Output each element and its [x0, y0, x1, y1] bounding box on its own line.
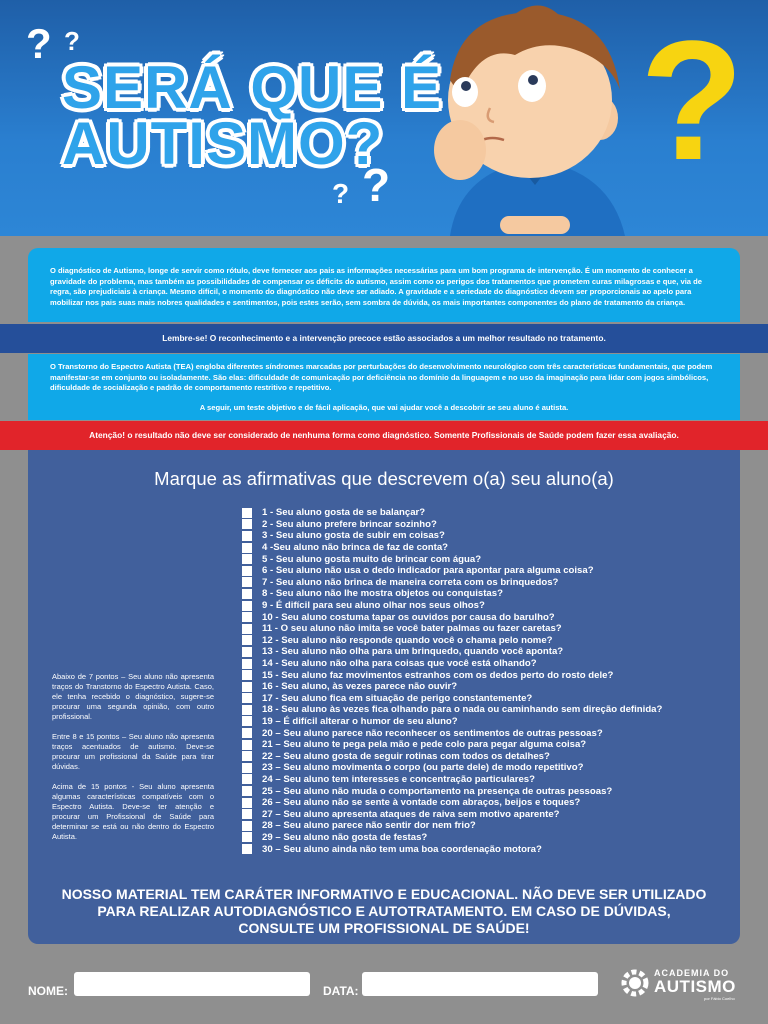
checklist-item: [242, 832, 722, 844]
checklist-item-label: 21 – Seu aluno te pega pela mão e pede colo para pegar alguma coisa?: [262, 739, 587, 751]
checklist-item: [242, 681, 722, 693]
checklist-item: [242, 565, 722, 577]
checklist-item-label: 29 – Seu aluno não gosta de festas?: [262, 831, 428, 843]
name-field[interactable]: [74, 972, 310, 996]
checkbox[interactable]: [242, 543, 252, 553]
checklist-item-label: 9 - É difícil para seu aluno olhar nos seus olhos?: [262, 600, 485, 612]
disclaimer: NOSSO MATERIAL TEM CARÁTER INFORMATIVO E EDUCACIONAL. NÃO DEVE SER UTILIZADO PARA REALIZAR AUTODIAGNÓSTICO E AUTOTRATAMENTO. EM CASO DE DÚVIDAS, CONSULTE UM PROFISSIONAL DE SAÚDE!: [61, 886, 707, 936]
checkbox[interactable]: [242, 786, 252, 796]
checklist-item-label: 25 – Seu aluno não muda o comportamento na presença de outras pessoas?: [262, 785, 613, 797]
checklist-item-label: 5 - Seu aluno gosta muito de brincar com água?: [262, 553, 482, 565]
checkbox[interactable]: [242, 705, 252, 715]
page-title: SERÁ QUE É AUTISMO?: [62, 54, 443, 177]
checklist-item-label: 8 - Seu aluno não lhe mostra objetos ou conquistas?: [262, 588, 503, 600]
reminder-text: Lembre-se! O reconhecimento e a intervenção precoce estão associados a um melhor resultado no tratamento.: [162, 333, 606, 343]
checklist-panel: [28, 450, 740, 944]
checklist-item-label: 4 -Seu aluno não brinca de faz de conta?: [262, 542, 449, 554]
checkbox[interactable]: [242, 589, 252, 599]
checkbox[interactable]: [242, 647, 252, 657]
warning-bar: [0, 421, 768, 450]
date-field[interactable]: [362, 972, 598, 996]
checklist-item: [242, 693, 722, 705]
checkbox[interactable]: [242, 751, 252, 761]
checklist-item: [242, 577, 722, 589]
checkbox[interactable]: [242, 519, 252, 529]
checklist-item: [242, 750, 722, 762]
checkbox[interactable]: [242, 728, 252, 738]
checklist-item: [242, 716, 722, 728]
question-mark-icon: ?: [362, 159, 391, 211]
checklist-item-label: 22 – Seu aluno gosta de seguir rotinas com todos os detalhes?: [262, 750, 550, 762]
checkbox[interactable]: [242, 601, 252, 611]
checkbox[interactable]: [242, 508, 252, 518]
scoring-guide: [52, 672, 214, 852]
checklist-item: [242, 658, 722, 670]
checklist-item: [242, 646, 722, 658]
intro-section: [28, 248, 740, 322]
checklist-item-label: 24 – Seu aluno tem interesses e concentração particulares?: [262, 773, 536, 785]
warning-text: Atenção! o resultado não deve ser considerado de nenhuma forma como diagnóstico. Somente Profissionais de Saúde podem fazer essa avaliação.: [89, 430, 679, 440]
checklist-item-label: 1 - Seu aluno gosta de se balançar?: [262, 507, 426, 519]
checkbox[interactable]: [242, 635, 252, 645]
checklist-item: [242, 553, 722, 565]
checklist-item: [242, 519, 722, 531]
checklist-item: [242, 635, 722, 647]
checklist-item-label: 16 - Seu aluno, às vezes parece não ouvir?: [262, 681, 458, 693]
checklist-item-label: 26 – Seu aluno não se sente à vontade com abraços, beijos e toques?: [262, 797, 581, 809]
checklist-item: [242, 727, 722, 739]
checkbox[interactable]: [242, 740, 252, 750]
checkbox[interactable]: [242, 798, 252, 808]
checklist-item: [242, 808, 722, 820]
checkbox[interactable]: [242, 577, 252, 587]
checkbox[interactable]: [242, 682, 252, 692]
checklist-item-label: 15 - Seu aluno faz movimentos estranhos com os dedos perto do rosto dele?: [262, 669, 614, 681]
checklist-item-label: 12 - Seu aluno não responde quando você o chama pelo nome?: [262, 634, 553, 646]
checklist-item-label: 10 - Seu aluno costuma tapar os ouvidos por causa do barulho?: [262, 611, 555, 623]
checklist-item-label: 27 – Seu aluno apresenta ataques de raiva sem motivo aparente?: [262, 808, 560, 820]
question-mark-icon: ?: [26, 20, 52, 67]
gear-icon: [620, 968, 650, 998]
checkbox[interactable]: [242, 809, 252, 819]
intro-paragraph: O diagnóstico de Autismo, longe de servir como rótulo, deve fornecer aos pais as informações necessárias para um bom programa de intervenção. É um momento de conhecer a gravidade do problema, mas também as possibilidades de compensar os déficits do autismo, assim como os perigos dos tratamentos que prometem curas milagrosas e que, via de regra, são prejudiciais à criança. Mesmo difícil, o momento do diagnóstico não deve ser adiado. A gravidade e a seriedade do diagnóstico devem ser proporcionais ao apelo para mobilizar nos pais suas mais nobres qualidades e sentimentos, pois estes serão, sem sombra de dúvida, os mais importantes componentes do plano de tratamento da criança.: [50, 266, 702, 307]
tea-section: [28, 354, 740, 420]
checklist-heading: Marque as afirmativas que descrevem o(a) seu aluno(a): [154, 468, 614, 489]
checklist-item-label: 23 – Seu aluno movimenta o corpo (ou parte dele) de modo repetitivo?: [262, 762, 584, 774]
checkbox[interactable]: [242, 693, 252, 703]
checklist-item: [242, 611, 722, 623]
checklist-item-label: 6 - Seu aluno não usa o dedo indicador para apontar para alguma coisa?: [262, 565, 594, 577]
big-question-mark-icon: ?: [640, 6, 744, 196]
checklist-item: [242, 600, 722, 612]
checklist-item: [242, 820, 722, 832]
scoring-rule: Acima de 15 pontos - Seu aluno apresenta algumas características compatíveis com o Espectro Autista. Deve-se ter atenção e procurar um Profissional de Saúde para determinar se está ou não dentro do Espectro Autista.: [52, 782, 214, 841]
checklist-item-label: 11 - O seu aluno não imita se você bater palmas ou fazer caretas?: [262, 623, 562, 635]
checkbox[interactable]: [242, 832, 252, 842]
checklist-item-label: 7 - Seu aluno não brinca de maneira correta com os brinquedos?: [262, 576, 559, 588]
question-mark-icon: ?: [64, 26, 80, 56]
checklist-item: [242, 542, 722, 554]
question-mark-icon: ?: [332, 178, 350, 209]
checkbox[interactable]: [242, 554, 252, 564]
checklist-item-label: 17 - Seu aluno fica em situação de perigo constantemente?: [262, 692, 533, 704]
checklist-item-label: 19 – É difícil alterar o humor de seu aluno?: [262, 715, 458, 727]
checkbox[interactable]: [242, 670, 252, 680]
checkbox[interactable]: [242, 612, 252, 622]
checklist-items: [242, 507, 722, 855]
checklist-item: [242, 762, 722, 774]
checklist-item-label: 14 - Seu aluno não olha para coisas que você está olhando?: [262, 658, 537, 670]
checklist-item: [242, 843, 722, 855]
name-label: NOME:: [28, 984, 68, 998]
checkbox[interactable]: [242, 566, 252, 576]
header-banner: [0, 0, 768, 236]
checklist-item: [242, 704, 722, 716]
checkbox[interactable]: [242, 531, 252, 541]
checklist-item-label: 18 - Seu aluno às vezes fica olhando para o nada ou caminhando sem direção definida?: [262, 704, 663, 716]
checklist-item: [242, 739, 722, 751]
checklist-item-label: 13 - Seu aluno não olha para um brinquedo, quando você aponta?: [262, 646, 564, 658]
reminder-bar: [0, 324, 768, 353]
checkbox[interactable]: [242, 624, 252, 634]
checkbox[interactable]: [242, 716, 252, 726]
checklist-item: [242, 797, 722, 809]
thinking-boy-illustration: [420, 0, 650, 236]
checklist-item: [242, 669, 722, 681]
checkbox[interactable]: [242, 844, 252, 854]
tea-paragraph: O Transtorno do Espectro Autista (TEA) engloba diferentes síndromes marcadas por perturbações do desenvolvimento neurológico com três características fundamentais, que podem manifestar-se em conjunto ou isoladamente. São elas: dificuldade de comunicação por deficiência no domínio da linguagem e no uso da imaginação para lidar com jogos simbólicos, dificuldade de socialização e padrão de comportamento restritivo e repetitivo.: [50, 362, 713, 393]
checkbox[interactable]: [242, 821, 252, 831]
date-label: DATA:: [323, 984, 359, 998]
checklist-item: [242, 623, 722, 635]
academia-do-autismo-logo: ACADEMIA DO AUTISMO por Fábio Coelho: [620, 966, 744, 1006]
scoring-rule: Entre 8 e 15 pontos – Seu aluno não apresenta traços acentuados de autismo. Deve-se procurar um profissional da Saúde para tirar dúvidas.: [52, 732, 214, 771]
checkbox[interactable]: [242, 659, 252, 669]
checklist-item-label: 20 – Seu aluno parece não reconhecer os sentimentos de outras pessoas?: [262, 727, 603, 739]
checkbox[interactable]: [242, 763, 252, 773]
checklist-item: [242, 530, 722, 542]
checklist-item: [242, 774, 722, 786]
checkbox[interactable]: [242, 774, 252, 784]
checklist-item: [242, 588, 722, 600]
test-intro-text: A seguir, um teste objetivo e de fácil aplicação, que vai ajudar você a descobrir se seu aluno é autista.: [199, 403, 569, 412]
checklist-item-label: 2 - Seu aluno prefere brincar sozinho?: [262, 518, 437, 530]
scoring-rule: Abaixo de 7 pontos – Seu aluno não apresenta traços do Transtorno do Espectro Autista. Caso, ele tenha recebido o diagnóstico, sugere-se procurar uma segunda opinião, com outro profissional.: [52, 672, 214, 721]
checklist-item: [242, 507, 722, 519]
checklist-item-label: 30 – Seu aluno ainda não tem uma boa coordenação motora?: [262, 843, 542, 855]
checklist-item-label: 28 – Seu aluno parece não sentir dor nem frio?: [262, 820, 476, 832]
checklist-item-label: 3 - Seu aluno gosta de subir em coisas?: [262, 530, 445, 542]
checklist-item: [242, 785, 722, 797]
